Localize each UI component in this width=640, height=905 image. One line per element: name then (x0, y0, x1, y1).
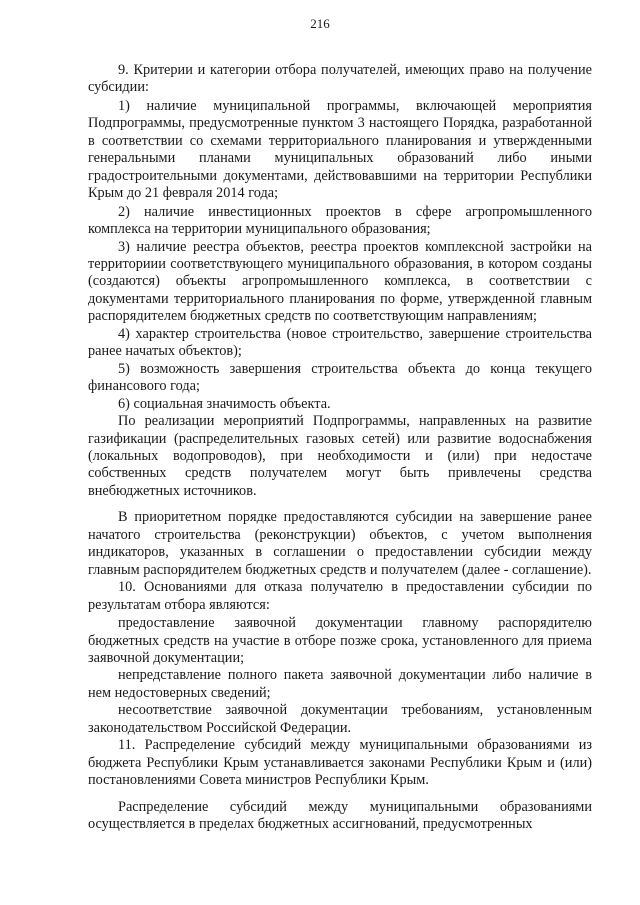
paragraph-criterion-4: 4) характер строительства (новое строительство, завершение строительства ранее начатых объектов); (88, 325, 592, 360)
paragraph-refusal-3: несоответствие заявочной документации требованиям, установленным законодательством Российской Федерации. (88, 702, 592, 736)
paragraph-item-9: 9. Критерии и категории отбора получателей, имеющих право на получение субсидии: (88, 62, 592, 96)
page-number: 216 (310, 16, 330, 31)
paragraph-item-10: 10. Основаниями для отказа получателю в предоставлении субсидии по результатам отбора являются: (88, 579, 592, 613)
paragraph-criterion-2: 2) наличие инвестиционных проектов в сфере агропромышленного комплекса на территории муниципального образования; (88, 203, 592, 238)
paragraph-gasification: По реализации мероприятий Подпрограммы, направленных на развитие газификации (распределительных газовых сетей) или развитие водоснабжения (локальных водопроводов), при необходимости и (или) при недостаче собственных средств получателем могут быть привлечены средства внебюджетных источников. (88, 413, 592, 499)
paragraph-criterion-1: 1) наличие муниципальной программы, включающей мероприятия Подпрограммы, предусмотренные пунктом 3 настоящего Порядка, разработанной в соответствии со схемами территориального планирования и утвержденными генеральными планами муниципальных образований либо иными градостроительными документами, действовавшими на территории Республики Крым до 21 февраля 2014 года; (88, 97, 592, 202)
paragraph-criterion-6: 6) социальная значимость объекта. (118, 395, 331, 412)
document-body (88, 62, 592, 833)
paragraph-distribution: Распределение субсидий между муниципальными образованиями осуществляется в пределах бюджетных ассигнований, предусмотренных (88, 798, 592, 833)
paragraph-refusal-2: непредставление полного пакета заявочной документации либо наличие в нем недостоверных сведений; (88, 667, 592, 701)
paragraph-refusal-1: предоставление заявочной документации главному распорядителю бюджетных средств на участие в отборе позже срока, установленного для приема заявочной документации; (88, 615, 592, 666)
paragraph-priority: В приоритетном порядке предоставляются субсидии на завершение ранее начатого строительства (реконструкции) объектов, с учетом выполнения индикаторов, указанных в соглашении о предоставлении субсидии между главным распорядителем бюджетных средств и получателем (далее - соглашение). (88, 509, 592, 578)
paragraph-criterion-5: 5) возможность завершения строительства объекта до конца текущего финансового года; (88, 360, 592, 395)
paragraph-criterion-3: 3) наличие реестра объектов, реестра проектов комплексной застройки на территориии соответствующего муниципального образования, в котором созданы (создаются) объекты агропромышленного комплекса, в соответствии с документами территориального планирования по форме, утвержденной главным распорядителем бюджетных средств по соответствующим направлениям; (88, 238, 592, 325)
paragraph-item-11: 11. Распределение субсидий между муниципальными образованиями из бюджета Республики Крым устанавливается законами Республики Крым и (или) постановлениями Совета министров Республики Крым. (88, 737, 592, 789)
